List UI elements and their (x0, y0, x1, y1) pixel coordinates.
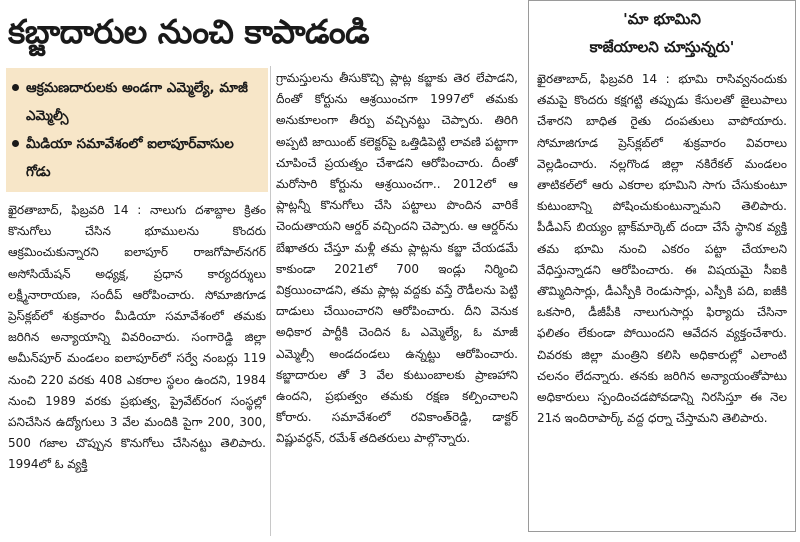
side-headline-line-1: 'మా భూమిని (623, 10, 701, 28)
main-headline: కబ్జాదారుల నుంచి కాపాడండి (8, 12, 370, 51)
column-divider (270, 66, 271, 536)
bullet-icon (12, 140, 19, 147)
highlight-item (12, 74, 262, 130)
article-column-1: ఖైరతాబాద్, ఫిబ్రవరి 14 : నాలుగు దశాబ్దాల క్రితం కొనుగోలు చేసిన భూములను కొందరు ఆక్రమించుకున్నారని ఐలాపూర్ రాజగోపాల్‌నగర్ అసోసియేషన్ అధ్యక్ష, ప్రధాన కార్యదర్శులు లక్ష్మీనారాయణ, సందీప్ ఆరోపించారు. సోమాజిగూడ ప్రెస్‌క్లబ్‌లో శుక్రవారం మీడియా సమావేశంలో తమకు జరిగిన అన్యాయాన్ని వివరించారు. సంగారెడ్డి జిల్లా అమీన్‌పూర్ మండలం ఐలాపూర్‌లో సర్వే నంబర్లు 119 నుంచి 220 వరకు 408 ఎకరాల స్థలం ఉందని, 1984 నుంచి 1989 వరకు ప్రభుత్వ, ప్రైవేట్‌రంగ సంస్థల్లో పనిచేసిన ఉద్యోగులు 3 వేల మందికి పైగా 200, 300, 500 గజాల చొప్పున కొనుగోలు చేసినట్టు తెలిపారు. 1994లో ఓ వ్యక్తి (8, 203, 266, 472)
highlight-item (12, 130, 262, 186)
side-article-body: ఖైరతాబాద్, ఫిబ్రవరి 14 : భూమి రాసివ్వనందుకు తమపై కొందరు కక్షగట్టి తప్పుడు కేసులతో జైలుపాలు చేశారని బాధిత రైతు దంపతులు వాపోయారు. సోమాజిగూడ ప్రెస్‌క్లబ్‌లో శుక్రవారం వివరాలు వెల్లడించారు. నల్లగొండ జిల్లా నకిరేకల్ మండలం తాటికల్‌లో ఆరు ఎకరాల భూమిని సాగు చేసుకుంటూ కుటుంబాన్ని పోషించుకుంటున్నామని తెలిపారు. పీడీఎస్ బియ్యం బ్లాక్‌మార్కెట్ దందా చేసే స్థానిక వ్యక్తి తమ భూమి నుంచి ఎకరం పట్టా చేయాలని వేధిస్తున్నాడని ఆరోపించారు. ఈ విషయమై సీఐకి తొమ్మిదిసార్లు, డీఎస్పీకి రెండుసార్లు, ఎస్పీకి పది, ఐజీకి ఒకసారి, డీజీపీకి నాలుగుసార్లు ఫిర్యాదు చేసినా ఫలితం లేకుండా పోయిందని ఆవేదన వ్యక్తంచేశారు. చివరకు జిల్లా మంత్రిని కలిసి అధికారుల్లో ఎలాంటి చలనం లేదన్నారు. తనకు జరిగిన అన్యాయంతోపాటు అధికారులు స్పందించడపోవడాన్ని నిరసిస్తూ ఈ నెల 21న ఇందిరాపార్క్ వద్ద ధర్నా చేస్తామని తెలిపారు. (537, 72, 787, 426)
highlight-text: మీడియా సమావేశంలో ఐలాపూర్‌వాసుల గోడు (26, 136, 234, 180)
side-article (528, 0, 796, 532)
highlight-box (6, 68, 268, 192)
side-headline (535, 5, 789, 61)
bullet-icon (12, 84, 19, 91)
side-headline-line-2: కాజేయాలని చూస్తున్నరు' (589, 38, 735, 56)
article-column-2: గ్రామస్తులను తీసుకొచ్చి ప్లాట్ల కబ్జాకు తెర లేపాడని, దీంతో కోర్టును ఆశ్రయించగా 1997లో తమకు అనుకూలంగా తీర్పు వచ్చినట్టు చెప్పారు. తిరిగి అప్పటి జాయింట్ కలెక్టర్‌పై ఒత్తిడిపెట్టి లావణి పట్టాగా చూపించే ప్రయత్నం చేశాడని ఆరోపించారు. దీంతో మరోసారి కోర్టును ఆశ్రయించగా.. 2012లో ఆ ప్లాట్లన్నీ కొనుగోలు చేసి పట్టాలు పొందిన వారికే చెందుతాయని ఆర్డర్ వచ్చిందని చెప్పారు. ఆ ఆర్డర్‌ను బేఖాతరు చేస్తూ మళ్లీ తమ ప్లాట్లను కబ్జా చేయడమే కాకుండా 2021లో 700 ఇండ్లు నిర్మించి విక్రయించాడని, తమ ప్లాట్ల వద్దకు వస్తే రౌడీలను పెట్టి దాడులు చేయించారని ఆరోపించారు. దీని వెనుక అధికార పార్టీకి చెందిన ఓ ఎమ్మెల్యే, ఓ మాజీ ఎమ్మెల్సీ అండదండలు ఉన్నట్టు ఆరోపించారు. కబ్జాదారుల తో 3 వేల కుటుంబాలకు ప్రాణహాని ఉందని, ప్రభుత్వం తమకు రక్షణ కల్పించాలని కోరారు. సమావేశంలో రవికాంత్‌రెడ్డి, డాక్టర్ విష్ణువర్ధన్, రమేశ్ తదితరులు పాల్గొన్నారు. (276, 71, 518, 446)
highlight-text: ఆక్రమణదారులకు అండగా ఎమ్మెల్యే, మాజీ ఎమ్మెల్సీ (26, 80, 248, 124)
